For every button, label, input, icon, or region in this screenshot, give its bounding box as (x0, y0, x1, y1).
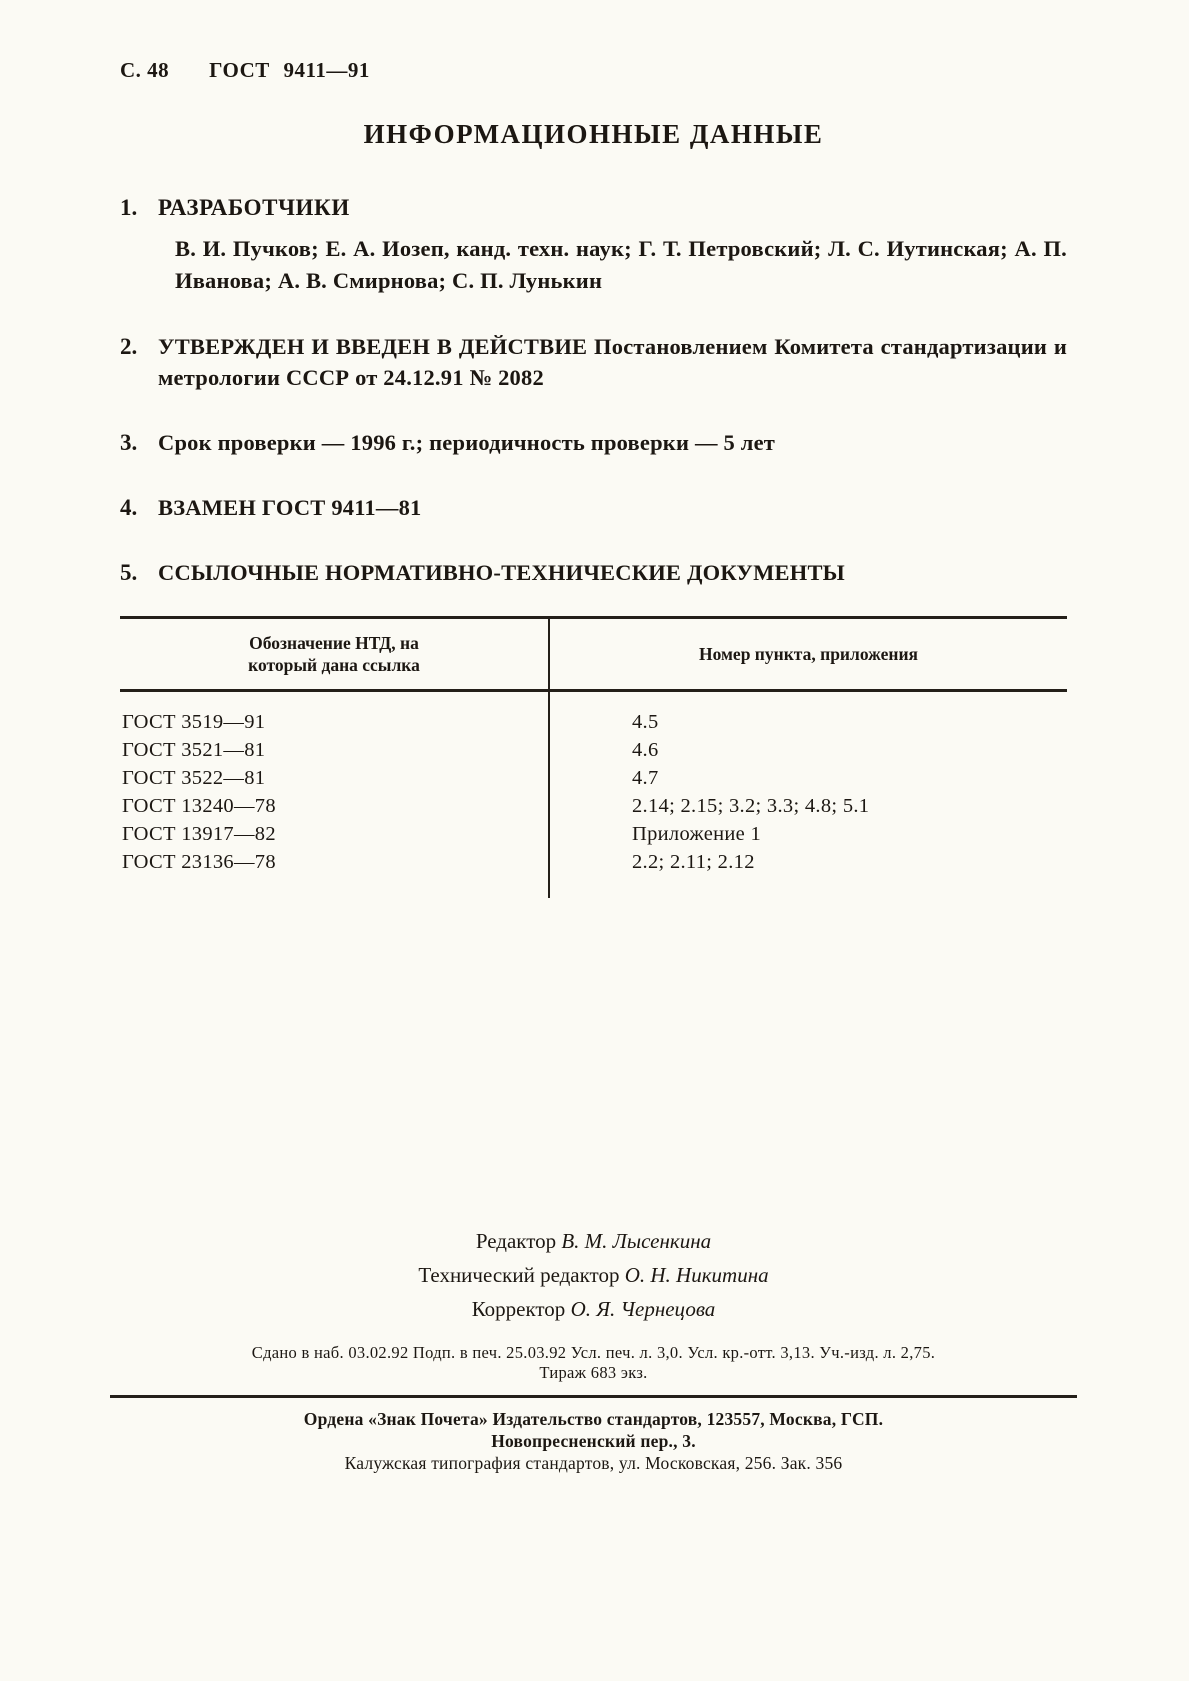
table-cell-clause: 2.14; 2.15; 3.2; 3.3; 4.8; 5.1 (632, 795, 870, 817)
section-text: УТВЕРЖДЕН И ВВЕДЕН В ДЕЙСТВИЕ Постановлением Комитета стандартизации и метрологии СССР от 24.12.91 № 2082 (158, 334, 1067, 390)
editor-role: Редактор (475, 1229, 557, 1253)
table-cell-clause: Приложение 1 (632, 823, 762, 845)
section-number: 1. (120, 195, 138, 220)
table-cell-clause: 4.7 (632, 767, 659, 789)
editor-line (110, 1224, 1077, 1258)
table-cell-clause: 4.6 (632, 739, 659, 761)
section-number: 2. (120, 334, 138, 359)
imprint-line-1: Сдано в наб. 03.02.92 Подп. в печ. 25.03.92 Усл. печ. л. 3,0. Усл. кр.-отт. 3,13. Уч.-изд. л. 2,75. (251, 1343, 936, 1362)
editor-role: Корректор (471, 1297, 566, 1321)
publisher-line-2: Новопресненский пер., 3. (491, 1431, 696, 1451)
reference-table (120, 616, 1067, 898)
table-header-row (120, 619, 1067, 692)
page-number: С. 48 (120, 58, 170, 82)
table-header-clause (550, 619, 1067, 689)
editors-block (110, 1224, 1077, 1326)
imprint-block (110, 1343, 1077, 1383)
editor-line (110, 1292, 1077, 1326)
editor-name: О. Н. Никитина (624, 1263, 769, 1287)
section-developers (120, 192, 1067, 297)
editor-role: Технический редактор (418, 1263, 620, 1287)
table-cell-ntd: ГОСТ 13240—78 (122, 795, 276, 817)
section-approved (120, 331, 1067, 393)
page-header (120, 58, 1067, 83)
table-cell-ntd: ГОСТ 13917—82 (122, 823, 276, 845)
table-cell-ntd: ГОСТ 3519—91 (122, 711, 266, 733)
table-cell-ntd: ГОСТ 23136—78 (122, 851, 276, 873)
table-column-clause (550, 692, 1067, 898)
section-check-period (120, 427, 1067, 458)
section-text: ССЫЛОЧНЫЕ НОРМАТИВНО-ТЕХНИЧЕСКИЕ ДОКУМЕНТЫ (158, 560, 845, 585)
section-references (120, 557, 1067, 588)
editor-name: В. М. Лысенкина (561, 1229, 712, 1253)
editor-line (110, 1258, 1077, 1292)
section-replaces (120, 492, 1067, 523)
developers-paragraph: В. И. Пучков; Е. А. Иозеп, канд. техн. наук; Г. Т. Петровский; Л. С. Иутинская; А. П. Иванова; А. В. Смирнова; С. П. Лунькин (175, 236, 1067, 293)
publisher-line-1: Ордена «Знак Почета» Издательство стандартов, 123557, Москва, ГСП. (303, 1409, 884, 1429)
section-number: 3. (120, 430, 138, 455)
colophon (0, 1224, 1189, 1474)
publisher-block (110, 1408, 1077, 1474)
table-header-ntd (120, 619, 550, 689)
table-cell-clause: 2.2; 2.11; 2.12 (632, 851, 755, 873)
horizontal-rule (110, 1395, 1077, 1398)
standard-number: ГОСТ 9411—91 (209, 58, 370, 82)
table-column-ntd (120, 692, 550, 898)
table-body (120, 692, 1067, 898)
section-number: 5. (120, 560, 138, 585)
table-header-clause-label: Номер пункта, приложения (698, 644, 919, 664)
editor-name: О. Я. Чернецова (570, 1297, 716, 1321)
section-text: Срок проверки — 1996 г.; периодичность проверки — 5 лет (158, 430, 776, 455)
section-heading: РАЗРАБОТЧИКИ (158, 195, 350, 220)
table-cell-ntd: ГОСТ 3522—81 (122, 767, 266, 789)
section-heading-line (120, 192, 1067, 223)
table-header-ntd-label: Обозначение НТД, на который дана ссылка (248, 633, 420, 675)
table-cell-clause: 4.5 (632, 711, 659, 733)
imprint-line-2: Тираж 683 экз. (539, 1363, 648, 1382)
document-title: ИНФОРМАЦИОННЫЕ ДАННЫЕ (363, 119, 824, 149)
table-cell-ntd: ГОСТ 3521—81 (122, 739, 266, 761)
section-text: ВЗАМЕН ГОСТ 9411—81 (158, 495, 422, 520)
publisher-line-3: Калужская типография стандартов, ул. Московская, 256. Зак. 356 (344, 1453, 843, 1473)
section-number: 4. (120, 495, 138, 520)
